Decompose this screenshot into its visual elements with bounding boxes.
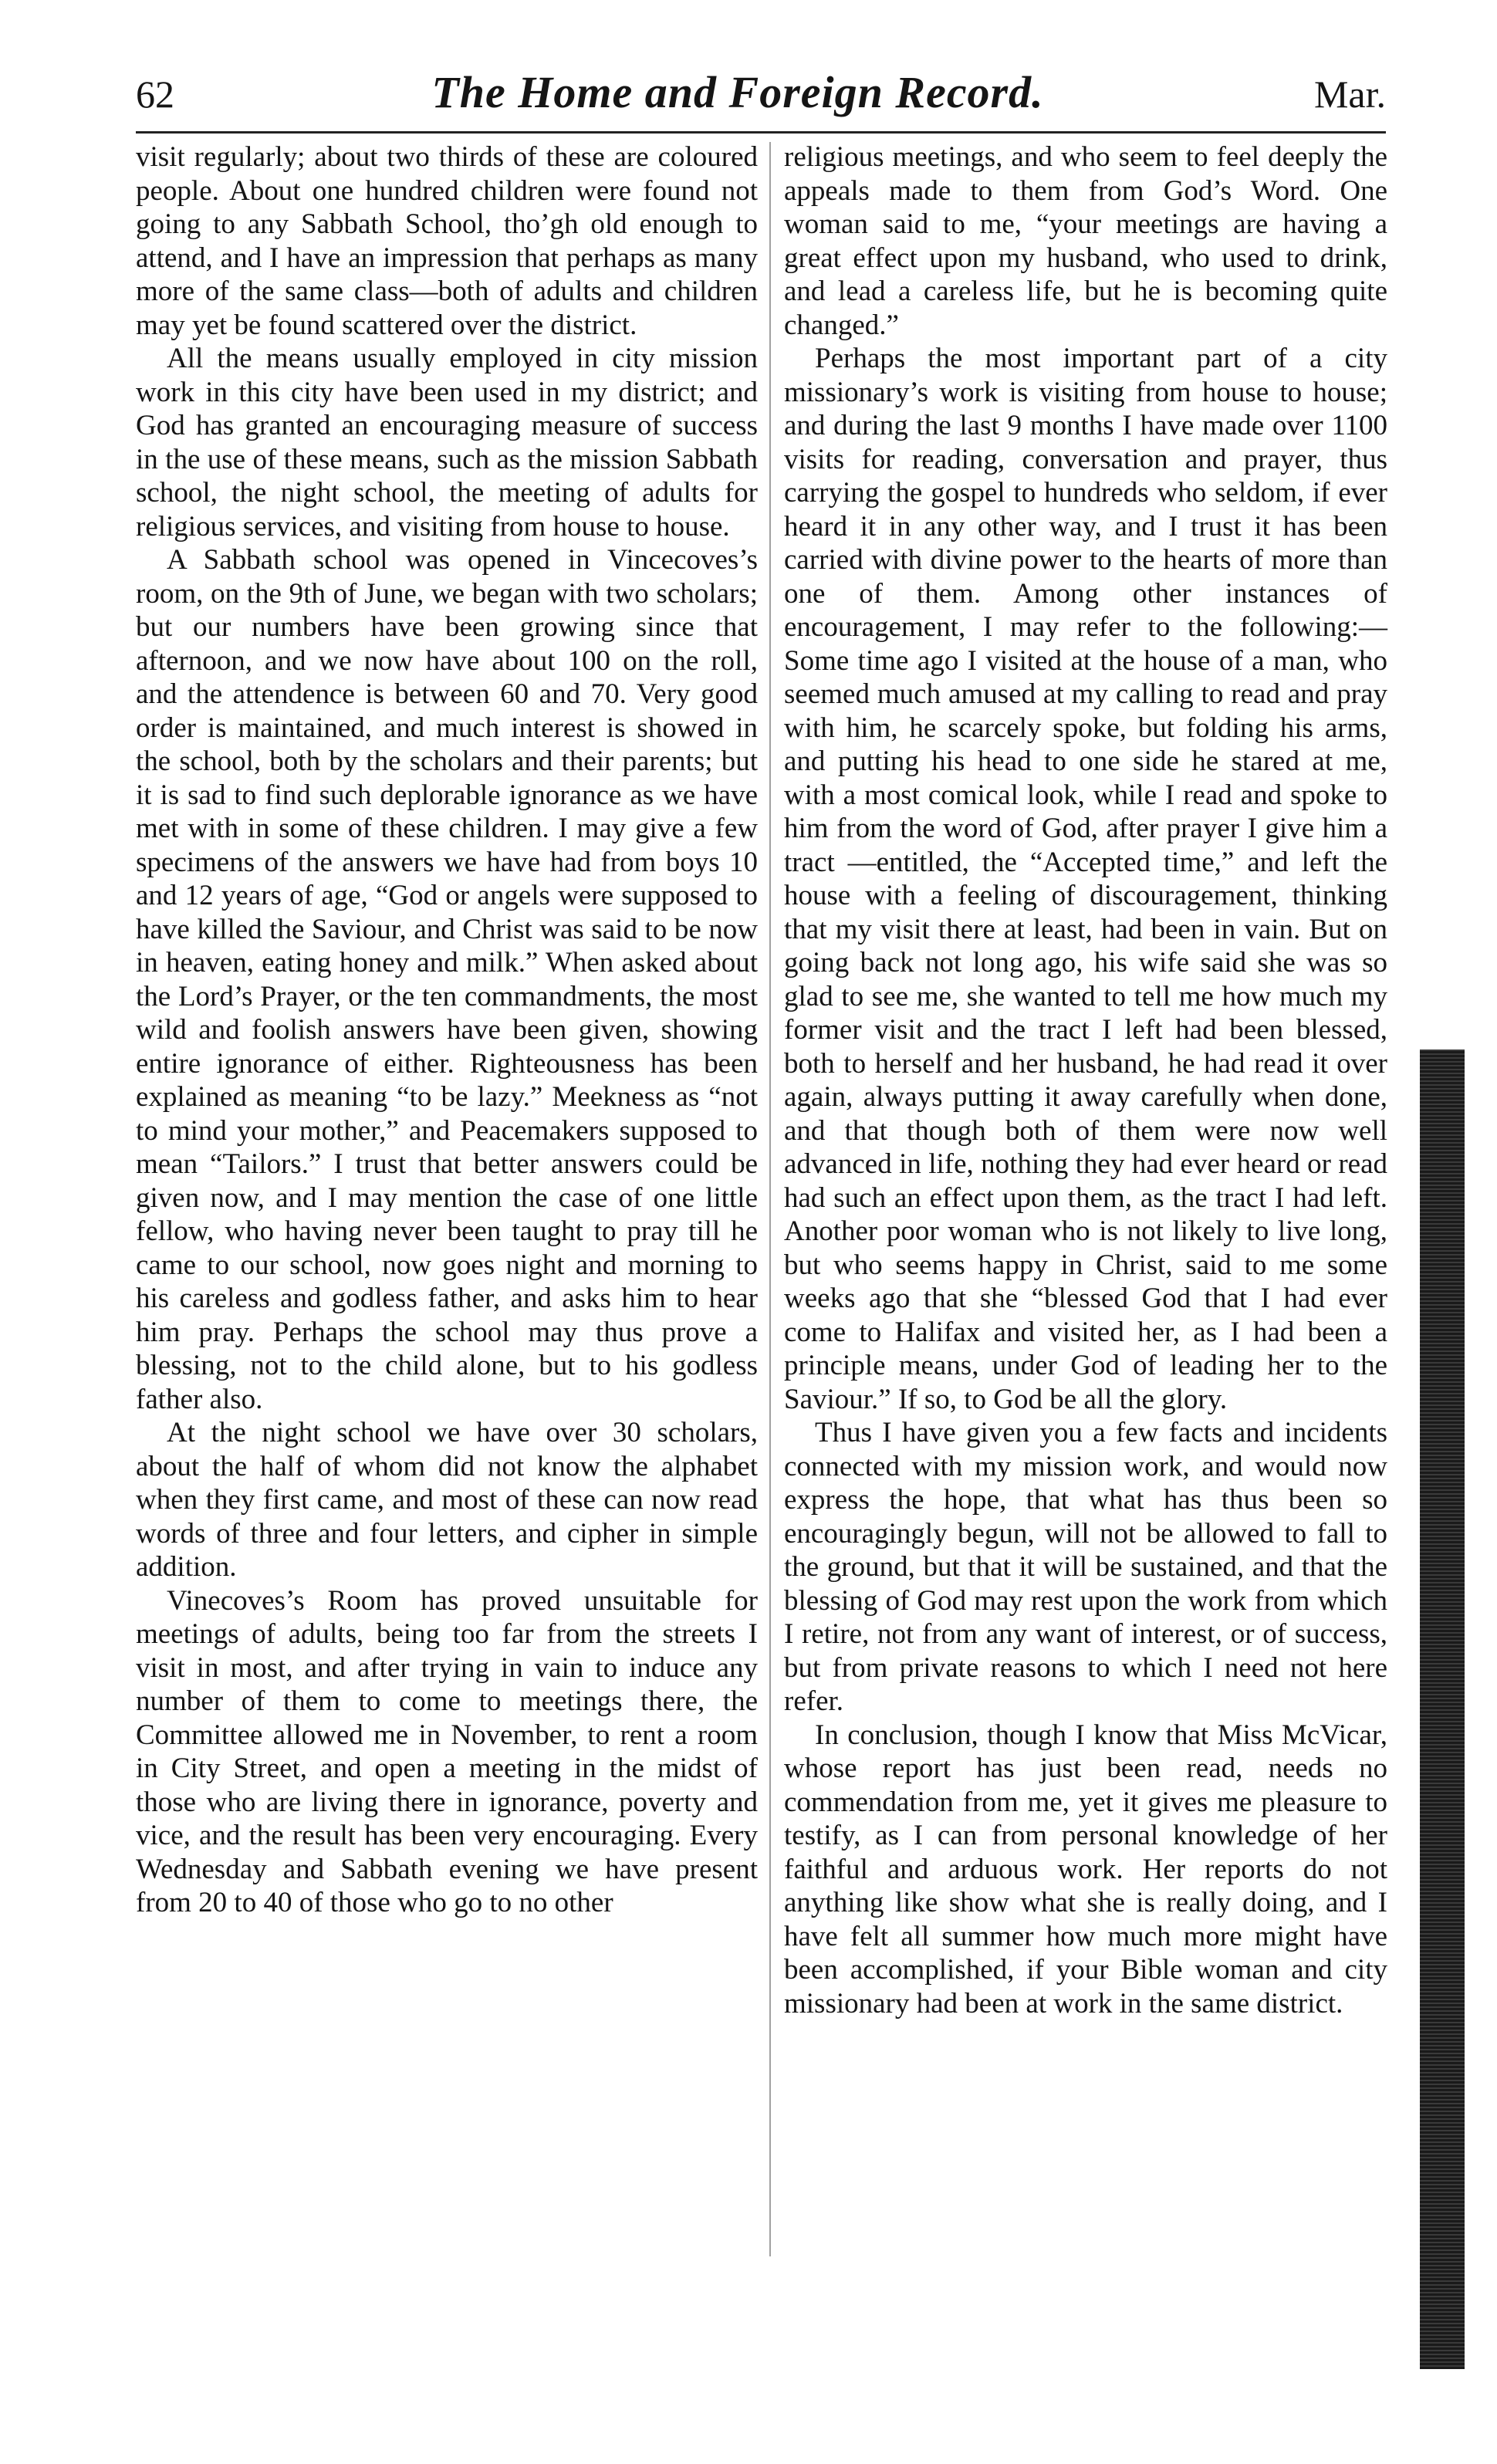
journal-title: The Home and Foreign Record. (431, 67, 1044, 117)
paragraph: religious meetings, and who seem to feel deeply the appeals made to them from God’s Word. One woman said to me, “your meetings are having a great effect upon my husband, who used to drink, and lead a careless life, but he is becoming quite changed.” (784, 141, 1387, 341)
paragraph: All the means usually employed in city mission work in this city have been used in my district; and God has granted an encouraging measure of success in the use of these means, such as the mission Sabbath school, the night school, the meeting of adults for religious services, and visiting from house to house. (136, 343, 758, 542)
header-rule (136, 131, 1386, 134)
right-column (784, 140, 1387, 2020)
paragraph: In conclusion, though I know that Miss McVicar, whose report has just been read, needs no commendation from me, yet it gives me pleasure to testify, as I can from personal knowledge of her faithful and arduous work. Her reports do not anything like show what she is really doing, and I have felt all summer how much more might have been accomplished, if your Bible woman and city missionary had been at work in the same district. (784, 1719, 1387, 2020)
column-divider (769, 142, 771, 2256)
page-edge-shadow (1420, 1049, 1465, 2369)
left-column (136, 140, 758, 1920)
running-head (136, 68, 1386, 123)
issue-month: Mar. (1313, 73, 1386, 116)
paragraph: At the night school we have over 30 scholars, about the half of whom did not know the alphabet when they first came, and most of these can now read words of three and four letters, and cipher in simple addition. (136, 1417, 758, 1583)
paragraph: Thus I have given you a few facts and incidents connected with my mission work, and would now express the hope, that what has thus been so encouragingly begun, will not be allowed to fall to the ground, but that it will be sustained, and that the blessing of God may rest upon the work from which I retire, not from any want of interest, or of success, but from private reasons to which I need not here refer. (784, 1417, 1387, 1717)
paragraph: Vinecoves’s Room has proved unsuitable for meetings of adults, being too far from the streets I visit in most, and after trying in vain to induce any number of them to come to meetings there, the Committee allowed me in November, to rent a room in City Street, and open a meeting in the midst of those who are living there in ignorance, poverty and vice, and the result has been very encouraging. Every Wednesday and Sabbath evening we have present from 20 to 40 of those who go to no other (136, 1584, 758, 1918)
paragraph: visit regularly; about two thirds of these are coloured people. About one hundred children were found not going to any Sabbath School, tho’gh old enough to attend, and I have an impression that perhaps as many more of the same class—both of adults and children may yet be found scattered over the district. (136, 141, 758, 341)
paragraph: Perhaps the most important part of a city missionary’s work is visiting from house to house; and during the last 9 months I have made over 1100 visits for reading, conversation and prayer, thus carrying the gospel to hundreds who seldom, if ever heard it in any other way, and I trust it has been carried with divine power to the hearts of more than one of them. Among other instances of encouragement, I may refer to the following:—Some time ago I visited at the house of a man, who seemed much amused at my calling to read and pray with him, he scarcely spoke, but folding his arms, and putting his head to one side he stared at me, with a most comical look, while I read and spoke to him from the word of God, after prayer I give him a tract —entitled, the “Accepted time,” and left the house with a feeling of discouragement, thinking that my visit there at least, had been in vain. But on going back not long ago, his wife said she was so glad to see me, she wanted to tell me how much my former visit and the tract I left had been blessed, both to herself and her husband, he had read it over again, always putting it away carefully when done, and that though both of them were now well advanced in life, nothing they had ever heard or read had such an effect upon them, as the tract I had left. Another poor woman who is not likely to live long, but who seems happy in Christ, said to me some weeks ago that she “blessed God that I had ever come to Halifax and visited her, as I had been a principle means, under God of leading her to the Saviour.” If so, to God be all the glory. (784, 343, 1387, 1415)
page-number: 62 (136, 73, 174, 116)
paragraph: A Sabbath school was opened in Vincecoves’s room, on the 9th of June, we began with two scholars; but our numbers have been growing since that afternoon, and we now have about 100 on the roll, and the attendence is between 60 and 70. Very good order is maintained, and much interest is showed in the school, both by the scholars and their parents; but it is sad to find such deplorable ignorance as we have met with in some of these children. I may give a few specimens of the answers we have had from boys 10 and 12 years of age, “God or angels were supposed to have killed the Saviour, and Christ was said to be now in heaven, eating honey and milk.” When asked about the Lord’s Prayer, or the ten commandments, the most wild and foolish answers have been given, showing entire ignorance of either. Righteousness has been explained as meaning “to be lazy.” Meekness as “not to mind your mother,” and Peacemakers supposed to mean “Tailors.” I trust that better answers could be given now, and I may mention the case of one little fellow, who having never been taught to pray till he came to our school, now goes night and morning to his careless and godless father, and asks him to hear him pray. Perhaps the school may thus prove a blessing, not to the child alone, but to his godless father also. (136, 544, 758, 1415)
